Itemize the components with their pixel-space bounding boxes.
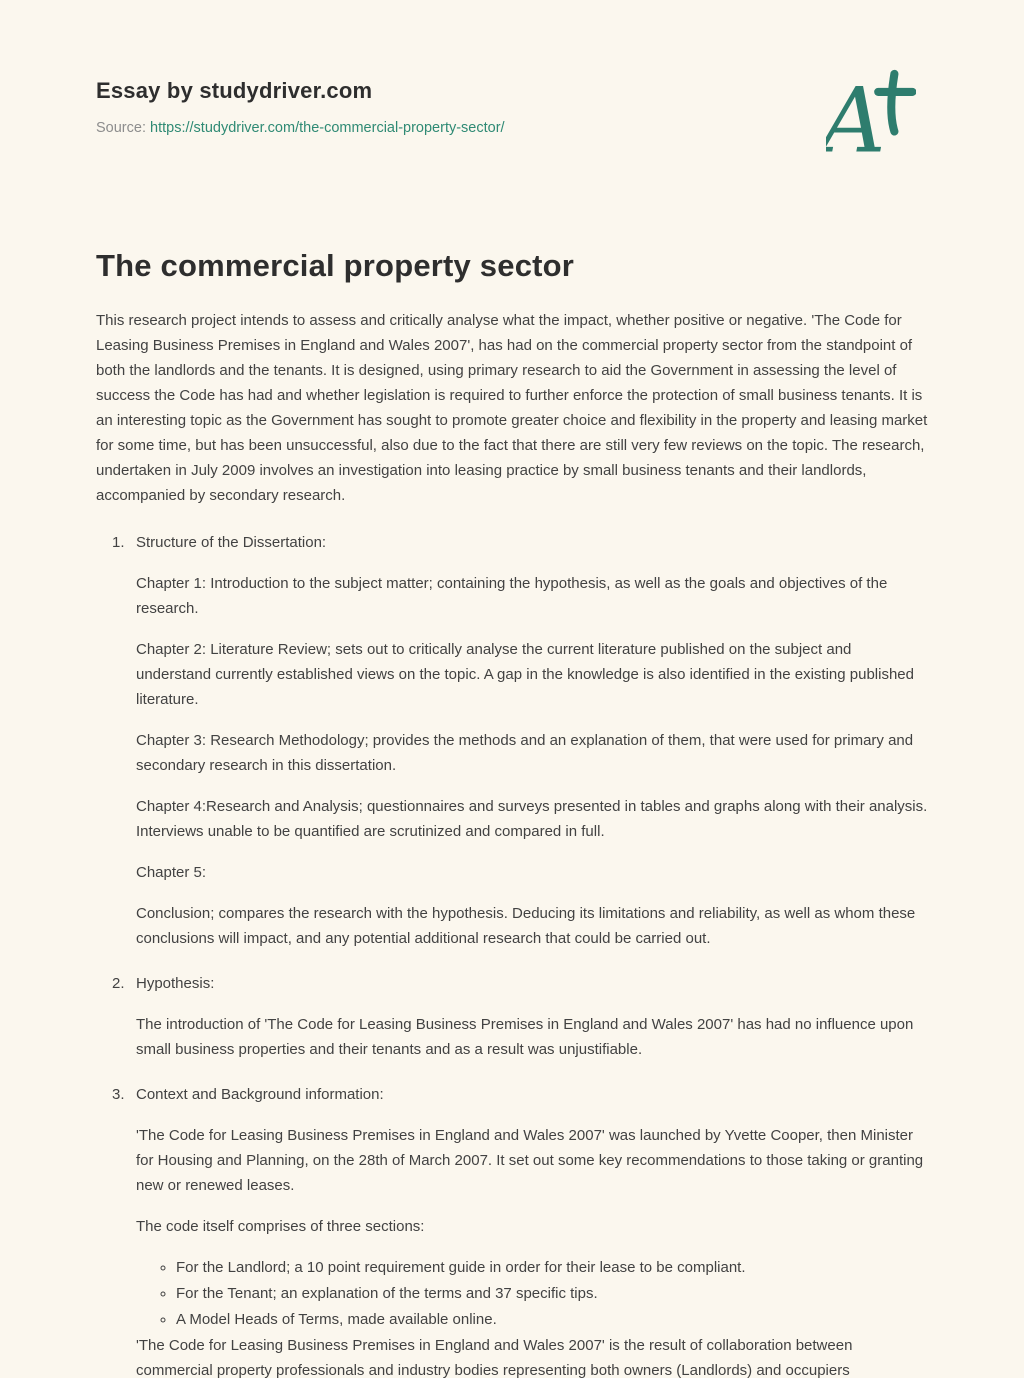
hypothesis-paragraph: The introduction of 'The Code for Leasing Business Premises in England and Wales 2007' has had no influence upon small business properties and their tenants and as a result was unjustifiable. <box>136 1016 914 1058</box>
source-url-link[interactable]: https://studydriver.com/the-commercial-property-sector/ <box>150 120 505 136</box>
chapter-1-paragraph: Chapter 1: Introduction to the subject matter; containing the hypothesis, as well as the goals and objectives of the research. <box>136 575 888 617</box>
context-paragraph-1: 'The Code for Leasing Business Premises in England and Wales 2007' was launched by Yvette Cooper, then Minister for Housing and Planning, on the 28th of March 2007. It set out some key recommendations to those taking or granting new or renewed leases. <box>136 1127 924 1194</box>
numbered-list <box>96 530 928 1378</box>
list-number: 2. <box>112 975 125 992</box>
context-paragraph-2: The code itself comprises of three sections: <box>136 1218 425 1235</box>
intro-paragraph: This research project intends to assess and critically analyse what the impact, whether positive or negative. 'The Code for Leasing Business Premises in England and Wales 2007', has had on the commercial property sector from the standpoint of both the landlords and the tenants. It is designed, using primary research to aid the Government in assessing the level of success the Code has had and whether legislation is required to further enforce the protection of small business tenants. It is an interesting topic as the Government has sought to promote greater choice and flexibility in the property and leasing market for some time, but has been unsuccessful, also due to the fact that there are still very few reviews on the topic. The research, undertaken in July 2009 involves an investigation into leasing practice by small business tenants and their landlords, accompanied by secondary research. <box>96 312 928 504</box>
closing-paragraph: 'The Code for Leasing Business Premises in England and Wales 2007' is the result of collaboration between commercial property professionals and industry bodies representing both owners (Landlords) and occupiers <box>136 1337 853 1378</box>
list-item-structure <box>96 530 928 951</box>
chapter-4-paragraph: Chapter 4:Research and Analysis; questionnaires and surveys presented in tables and graphs along with their analysis. Interviews unable to be quantified are scrutinized and compared in full. <box>136 798 928 840</box>
page-header <box>96 78 928 136</box>
list-number: 3. <box>112 1086 125 1103</box>
bullet-tenant: ◦ For the Tenant; an explanation of the terms and 37 specific tips. <box>176 1281 928 1307</box>
list-number: 1. <box>112 534 125 551</box>
chapter-5-paragraph: Chapter 5: <box>136 864 207 881</box>
list-item-context <box>96 1082 928 1378</box>
section-label: Hypothesis: <box>136 975 215 992</box>
source-label: Source: <box>96 120 146 136</box>
code-sections-bullet-list <box>136 1255 928 1333</box>
bullet-landlord: ◦ For the Landlord; a 10 point requirement guide in order for their lease to be compliant. <box>176 1255 928 1281</box>
conclusion-paragraph: Conclusion; compares the research with the hypothesis. Deducing its limitations and reliability, as well as whom these conclusions will impact, and any potential additional research that could be carried out. <box>136 905 916 947</box>
chapter-3-paragraph: Chapter 3: Research Methodology; provides the methods and an explanation of them, that were used for primary and secondary research in this dissertation. <box>136 732 914 774</box>
chapter-2-paragraph: Chapter 2: Literature Review; sets out to critically analyse the current literature published on the subject and understand currently established views on the topic. A gap in the knowledge is also identified in the existing published literature. <box>136 641 914 708</box>
essay-byline: Essay by studydriver.com <box>96 78 373 103</box>
bullet-model-heads: ◦ A Model Heads of Terms, made available online. <box>176 1307 928 1333</box>
page-title: The commercial property sector <box>96 248 575 283</box>
list-item-hypothesis <box>96 971 928 1062</box>
section-label: Context and Background information: <box>136 1086 384 1103</box>
source-line <box>96 120 505 136</box>
studydriver-logo-icon <box>826 68 916 168</box>
svg-text:A: A <box>826 68 886 168</box>
section-label: Structure of the Dissertation: <box>136 534 327 551</box>
